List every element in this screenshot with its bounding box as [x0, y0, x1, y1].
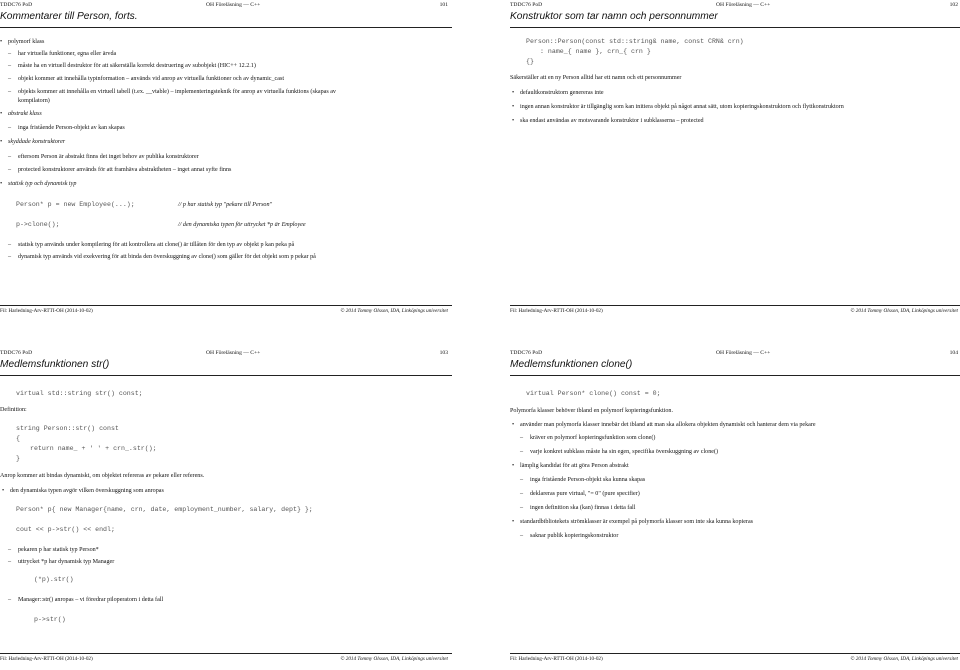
- page-title: Konstruktor som tar namn och personnummer: [510, 11, 718, 22]
- slide-page-101: [0, 0, 452, 320]
- dash-line: – ingen definition ska (kan) finnas i detta fall: [530, 504, 635, 512]
- code-line: Person::Person(const std::string& name, const CRN& crn): [526, 38, 744, 45]
- slide-page-104: [510, 348, 960, 668]
- code-line: Person* p{ new Manager{name, crn, date, employment_number, salary, dept} };: [16, 506, 313, 513]
- page-footer: [510, 307, 960, 316]
- lecture-label: OH Föreläsning — C++: [716, 2, 771, 8]
- footer-copyright: © 2014 Tommy Olsson, IDA, Linköpings universitet: [850, 656, 958, 662]
- page-footer: [0, 655, 452, 664]
- lecture-label: OH Föreläsning — C++: [716, 350, 771, 356]
- text-line: Säkerställer att en ny Person alltid har ett namn och ett personnummer: [510, 75, 682, 81]
- code-line: {: [16, 435, 20, 442]
- code-line: }: [16, 455, 20, 462]
- code-line: : name_{ name }, crn_{ crn }: [540, 48, 651, 55]
- slide-page-102: [510, 0, 960, 320]
- bullet-line: • statisk typ och dynamisk typ: [8, 180, 76, 188]
- page-footer: [510, 655, 960, 664]
- code-line: virtual std::string str() const;: [16, 390, 143, 397]
- code-line: cout << p->str() << endl;: [16, 526, 115, 533]
- page-footer: [0, 307, 452, 316]
- course-label: TDDC76 PoD: [0, 2, 33, 8]
- page-header: [510, 0, 960, 10]
- code-line: virtual Person* clone() const = 0;: [526, 390, 661, 397]
- dash-line: – har virtuella funktioner, egna eller ärvda: [18, 50, 116, 58]
- bullet-line: • skyddade konstruktorer: [8, 138, 65, 146]
- title-rule: [0, 375, 452, 376]
- text-line: Anrop kommer att bindas dynamiskt, om objektet refereras av pekare eller referens.: [0, 473, 205, 479]
- bullet-line: • abstrakt klass: [8, 110, 42, 118]
- title-rule: [510, 27, 960, 28]
- dash-line: – uttrycket *p har dynamisk typ Manager: [18, 558, 114, 566]
- course-label: TDDC76 PoD: [0, 350, 33, 356]
- code-line: (*p).str(): [34, 576, 74, 583]
- page-number: 104: [949, 350, 958, 356]
- text-line: Polymorfa klasser behöver ibland en polymorf kopieringsfunktion.: [510, 408, 673, 414]
- footer-file: Fil: Harledning-Arv-RTTI-OH (2014-10-02): [0, 308, 93, 314]
- lecture-label: OH Föreläsning — C++: [206, 2, 261, 8]
- dash-line: – eftersom Person är abstrakt finns det inget behov av publika konstruktorer: [18, 153, 199, 161]
- footer-rule: [0, 305, 452, 306]
- page-header: [0, 348, 452, 358]
- code-line: string Person::str() const: [16, 425, 119, 432]
- bullet-line: • defaultkonstruktorn genereras inte: [520, 89, 604, 97]
- dash-line: – objekts kommer att innehålla en virtuell tabell (t.ex. __vtable) – implementeringsteknik för anrop av virtuella funktions (skapas av: [18, 88, 336, 96]
- dash-line: – Manager::str() anropas – vi föredrar piloperatorn i detta fall: [18, 596, 163, 604]
- bullet-line: • lämplig kandidat för att göra Person abstrakt: [520, 462, 629, 470]
- dash-line: – dynamisk typ används vid exekvering för att binda den överskuggning av clone() som gäller för det objekt som p pekar på: [18, 253, 316, 261]
- dash-line: – protected konstruktorer används för att framhäva abstraktheten – inget annat syfte finns: [18, 166, 231, 174]
- page-title: Medlemsfunktionen clone(): [510, 359, 633, 370]
- footer-copyright: © 2014 Tommy Olsson, IDA, Linköpings universitet: [340, 656, 448, 662]
- dash-line: – saknar publik kopieringskonstruktor: [530, 532, 618, 540]
- title-rule: [510, 375, 960, 376]
- lecture-label: OH Föreläsning — C++: [206, 350, 261, 356]
- page-header: [0, 0, 452, 10]
- bullet-line: • använder man polymorfa klasser innebär det ibland att man ska allokera objekten dynamiskt och hanterar dem via pekare: [520, 421, 816, 429]
- code-line: return name_ + ' ' + crn_.str();: [30, 445, 157, 452]
- bullet-line: • den dynamiska typen avgör vilken överskuggning som anropas: [10, 487, 164, 495]
- course-label: TDDC76 PoD: [510, 350, 543, 356]
- footer-file: Fil: Harledning-Arv-RTTI-OH (2014-10-02): [510, 308, 603, 314]
- page-number: 101: [439, 2, 448, 8]
- code-line: Person* p = new Employee(...);: [16, 201, 135, 208]
- footer-rule: [510, 305, 960, 306]
- page-title: Kommentarer till Person, forts.: [0, 11, 138, 22]
- dash-line: – pekaren p har statisk typ Person*: [18, 546, 99, 554]
- text-line: Definition:: [0, 407, 27, 413]
- footer-file: Fil: Harledning-Arv-RTTI-OH (2014-10-02): [510, 656, 603, 662]
- code-comment: // p har statisk typ "pekare till Person": [178, 202, 273, 208]
- bullet-line: • ska endast användas av motsvarande konstruktor i subklasserna – protected: [520, 117, 704, 125]
- footer-rule: [510, 653, 960, 654]
- title-rule: [0, 27, 452, 28]
- page-header: [510, 348, 960, 358]
- footer-copyright: © 2014 Tommy Olsson, IDA, Linköpings universitet: [850, 308, 958, 314]
- footer-file: Fil: Harledning-Arv-RTTI-OH (2014-10-02): [0, 656, 93, 662]
- dash-line: – deklareras pure virtual, "= 0" (pure specifier): [530, 490, 640, 498]
- code-line: {}: [526, 58, 534, 65]
- bullet-line: • polymorf klass: [8, 38, 44, 46]
- dash-line: – varje konkret subklass måste ha sin egen, specifika överskuggning av clone(): [530, 448, 718, 456]
- dash-line: – statisk typ används under kompilering för att kontrollera att clone() är tillåten för den typ av objekt p kan peka på: [18, 241, 294, 249]
- continuation-line: kompilatorn): [18, 98, 50, 104]
- page-number: 103: [439, 350, 448, 356]
- course-label: TDDC76 PoD: [510, 2, 543, 8]
- code-line: p->str(): [34, 616, 66, 623]
- dash-line: – inga fristående Person-objekt ska kunna skapas: [530, 476, 645, 484]
- slide-page-103: [0, 348, 452, 668]
- bullet-line: • standardbibliotekets strömklasser är exempel på polymorfa klasser som inte ska kunna kopieras: [520, 518, 753, 526]
- page-title: Medlemsfunktionen str(): [0, 359, 110, 370]
- dash-line: – måste ha en virtuell destruktor för att säkerställa korrekt destruering av subobjekt (HIC++ 12.2.1): [18, 62, 256, 70]
- dash-line: – objekt kommer att innehålla typinformation – används vid anrop av virtuella funktioner och av dynamic_cast: [18, 75, 284, 83]
- footer-copyright: © 2014 Tommy Olsson, IDA, Linköpings universitet: [340, 308, 448, 314]
- dash-line: – inga fristående Person-objekt av kan skapas: [18, 124, 125, 132]
- bullet-line: • ingen annan konstruktor är tillgänglig som kan initiera objekt på något annat sätt, utom kopieringskonstruktorn och flyttkonstruktorn: [520, 103, 844, 111]
- dash-line: – kräver en polymorf kopieringsfunktion som clone(): [530, 434, 655, 442]
- footer-rule: [0, 653, 452, 654]
- code-comment: // den dynamiska typen för uttrycket *p är Employee: [178, 222, 306, 228]
- code-line: p->clone();: [16, 221, 60, 228]
- page-number: 102: [949, 2, 958, 8]
